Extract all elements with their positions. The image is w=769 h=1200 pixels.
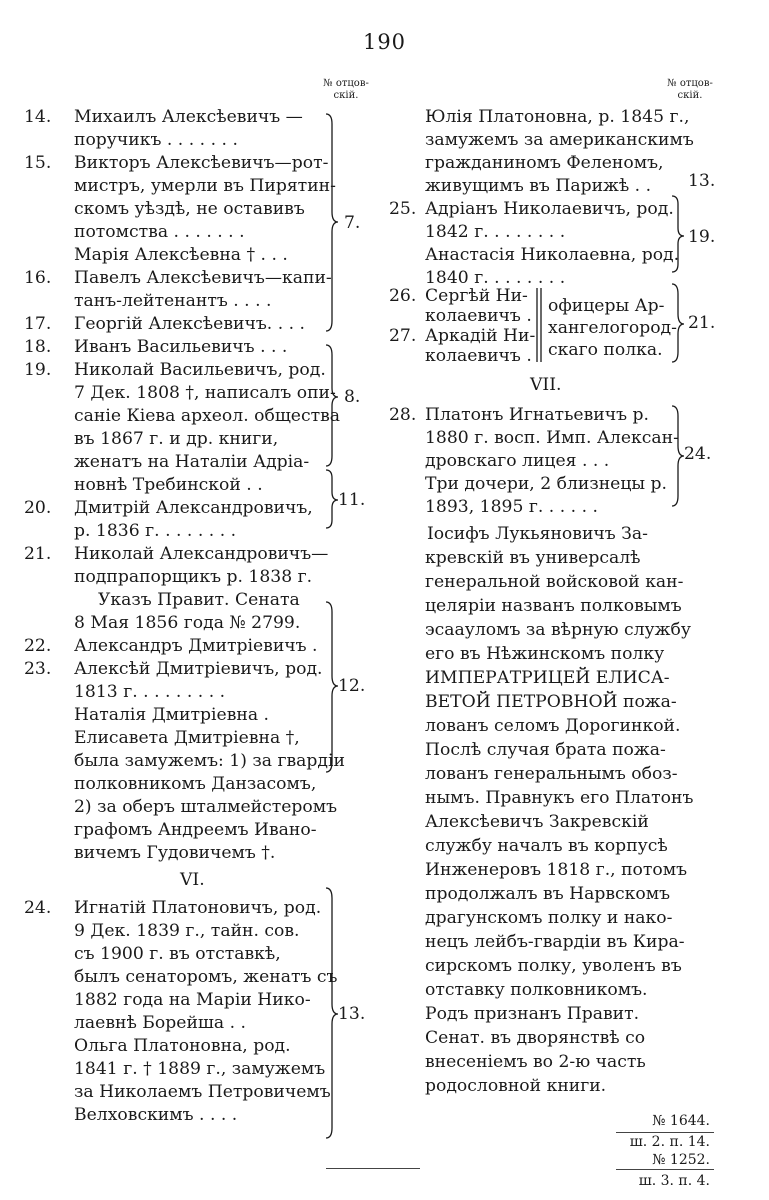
paragraph-line: Сенат. въ дворянствѣ со <box>425 1028 646 1048</box>
column-header-line: скій. <box>333 90 359 101</box>
entry-line: Три дочери, 2 близнецы р. <box>425 474 668 494</box>
entry-line: р. 1836 г. . . . . . . . <box>74 521 237 541</box>
entry-line: колаевичъ . <box>425 306 532 326</box>
regiment-line: хангелогород- <box>548 318 677 338</box>
archive-shelf: ш. 3. п. 4. <box>638 1173 710 1189</box>
entry-line: скомъ уѣздѣ, не оставивъ <box>74 199 305 219</box>
paragraph-line: Іосифъ Лукьяновичъ За- <box>427 524 648 544</box>
entry-line: 1893, 1895 г. . . . . . <box>425 497 598 517</box>
entry-number: 14. <box>24 107 52 127</box>
ref-number: 13. <box>338 1004 366 1024</box>
paragraph-line: эсаауломъ за вѣрную службу <box>425 620 691 640</box>
entry-line: Марія Алексѣевна † . . . <box>74 245 288 265</box>
entry-line: была замужемъ: 1) за гвардіи <box>74 751 345 771</box>
entry-line: графомъ Андреемъ Ивано- <box>74 820 317 840</box>
ref-number: 8. <box>344 387 361 407</box>
entry-line: новнѣ Требинской . . <box>74 475 263 495</box>
entry-number: 21. <box>24 544 52 564</box>
entry-line: Александръ Дмитріевичъ . <box>74 636 318 656</box>
paragraph-line: драгунскомъ полку и нако- <box>425 908 673 928</box>
entry-line: за Николаемъ Петровичемъ <box>74 1082 331 1102</box>
entry-line: Елисавета Дмитріевна †, <box>74 728 300 748</box>
entry-number: 16. <box>24 268 52 288</box>
entry-line: 1840 г. . . . . . . . <box>425 268 566 288</box>
entry-line: 7 Дек. 1808 †, написалъ опи- <box>74 383 336 403</box>
entry-number: 24. <box>24 898 52 918</box>
entry-line: Николай Васильевичъ, род. <box>74 360 326 380</box>
archive-number: № 1644. <box>652 1113 710 1129</box>
paragraph-line: его въ Нѣжинскомъ полку <box>425 644 665 664</box>
entry-number: 20. <box>24 498 52 518</box>
entry-line: Юлія Платоновна, р. 1845 г., <box>425 107 690 127</box>
entry-line: Иванъ Васильевичъ . . . <box>74 337 288 357</box>
entry-number: 22. <box>24 636 52 656</box>
entry-line: Сергѣй Ни- <box>425 286 528 306</box>
entry-line: Дмитрій Александровичъ, <box>74 498 313 518</box>
entry-number: 17. <box>24 314 52 334</box>
ref-number: 12. <box>338 676 366 696</box>
entry-line: поручикъ . . . . . . . <box>74 130 238 150</box>
entry-line: 1882 года на Маріи Нико- <box>74 990 311 1010</box>
entry-line: 1842 г. . . . . . . . <box>425 222 566 242</box>
entry-line: гражданиномъ Феленомъ, <box>425 153 664 173</box>
entry-line: мистръ, умерли въ Пирятин- <box>74 176 336 196</box>
entry-number: 26. <box>389 286 417 306</box>
brace <box>326 888 338 1138</box>
entry-line: Адріанъ Николаевичъ, род. <box>425 199 674 219</box>
column-header-line: № отцов- <box>323 78 369 89</box>
brace <box>672 406 684 506</box>
paragraph-line: кревскій въ универсалѣ <box>425 548 641 568</box>
paragraph-line: родословной книги. <box>425 1076 607 1096</box>
entry-line: саніе Кіева археол. общества <box>74 406 341 426</box>
entry-line: Наталія Дмитріевна . <box>74 705 269 725</box>
paragraph-line: лованъ генеральнымъ обоз- <box>425 764 678 784</box>
archive-number: № 1252. <box>652 1152 710 1168</box>
entry-line: 8 Мая 1856 года № 2799. <box>74 613 301 633</box>
entry-line: 1841 г. † 1889 г., замужемъ <box>74 1059 326 1079</box>
entry-line: подпрапорщикъ р. 1838 г. <box>74 567 313 587</box>
entry-line: Игнатій Платоновичъ, род. <box>74 898 322 918</box>
paragraph-line: Алексѣевичъ Закревскій <box>425 812 649 832</box>
entry-line: Михаилъ Алексѣевичъ — <box>74 107 303 127</box>
entry-line: танъ-лейтенантъ . . . . <box>74 291 272 311</box>
entry-line: Платонъ Игнатьевичъ р. <box>425 405 649 425</box>
entry-line: Викторъ Алексѣевичъ—рот- <box>74 153 329 173</box>
entry-line: полковникомъ Данзасомъ, <box>74 774 317 794</box>
entry-line: въ 1867 г. и др. книги, <box>74 429 279 449</box>
regiment-line: офицеры Ар- <box>548 296 665 316</box>
brace <box>672 284 684 362</box>
entry-number: 28. <box>389 405 417 425</box>
column-header-line: скій. <box>677 90 703 101</box>
entry-line: Георгій Алексѣевичъ. . . . <box>74 314 306 334</box>
ref-number: 21. <box>688 313 716 333</box>
paragraph-line: ВЕТОЙ ПЕТРОВНОЙ пожа- <box>425 692 677 712</box>
entry-line: съ 1900 г. въ отставкѣ, <box>74 944 281 964</box>
paragraph-line: Послѣ случая брата пожа- <box>425 740 666 760</box>
ref-number: 13. <box>688 171 716 191</box>
paragraph-line: сирскомъ полку, уволенъ въ <box>425 956 682 976</box>
page-number: 190 <box>362 30 407 54</box>
entry-line: Аркадій Ни- <box>425 326 536 346</box>
entry-line: Павелъ Алексѣевичъ—капи- <box>74 268 332 288</box>
entry-number: 15. <box>24 153 52 173</box>
entry-line: 1880 г. восп. Имп. Алексан- <box>425 428 679 448</box>
paragraph-line: нымъ. Правнукъ его Платонъ <box>425 788 694 808</box>
column-header-line: № отцов- <box>667 78 713 89</box>
paragraph-line: Родъ признанъ Правит. <box>425 1004 640 1024</box>
entry-line: потомства . . . . . . . <box>74 222 245 242</box>
entry-number: 18. <box>24 337 52 357</box>
entry-line: 2) за оберъ шталмейстеромъ <box>74 797 338 817</box>
paragraph-line: службу началъ въ корпусѣ <box>425 836 668 856</box>
entry-line: женатъ на Наталіи Адріа- <box>74 452 310 472</box>
entry-line: Указъ Правит. Сената <box>98 590 300 610</box>
section-heading: VII. <box>530 375 562 395</box>
ref-number: 24. <box>684 444 712 464</box>
entry-line: Велховскимъ . . . . <box>74 1105 238 1125</box>
paragraph-line: продолжалъ въ Нарвскомъ <box>425 884 671 904</box>
ref-number: 11. <box>338 490 366 510</box>
brace <box>326 470 338 528</box>
entry-line: былъ сенаторомъ, женатъ съ <box>74 967 338 987</box>
entry-line: живущимъ въ Парижѣ . . <box>425 176 652 196</box>
paragraph-line: нецъ лейбъ-гвардіи въ Кира- <box>425 932 685 952</box>
brace <box>326 114 338 331</box>
entry-line: Ольга Платоновна, род. <box>74 1036 291 1056</box>
ref-number: 7. <box>344 213 361 233</box>
paragraph-line: внесеніемъ во 2-ю часть <box>425 1052 646 1072</box>
entry-line: колаевичъ . <box>425 346 532 366</box>
entry-number: 19. <box>24 360 52 380</box>
entry-number: 25. <box>389 199 417 219</box>
paragraph-line: ИМПЕРАТРИЦЕЙ ЕЛИСА- <box>425 668 670 688</box>
section-heading: VI. <box>180 870 205 890</box>
brace <box>326 602 338 772</box>
ref-number: 19. <box>688 227 716 247</box>
paragraph-line: Инженеровъ 1818 г., потомъ <box>425 860 688 880</box>
entry-line: Николай Александровичъ— <box>74 544 329 564</box>
regiment-line: скаго полка. <box>548 340 663 360</box>
entry-line: Алексѣй Дмитріевичъ, род. <box>74 659 323 679</box>
entry-line: замужемъ за американскимъ <box>425 130 694 150</box>
entry-line: вичемъ Гудовичемъ †. <box>74 843 276 863</box>
entry-number: 27. <box>389 326 417 346</box>
entry-line: 9 Дек. 1839 г., тайн. сов. <box>74 921 300 941</box>
paragraph-line: целяріи названъ полковымъ <box>425 596 682 616</box>
paragraph-line: отставку полковникомъ. <box>425 980 648 1000</box>
brace <box>326 345 338 466</box>
paragraph-line: генеральной войсковой кан- <box>425 572 684 592</box>
entry-line: 1813 г. . . . . . . . . <box>74 682 226 702</box>
entry-line: Анастасія Николаевна, род. <box>425 245 680 265</box>
archive-shelf: ш. 2. п. 14. <box>629 1134 710 1150</box>
entry-line: лаевнѣ Борейша . . <box>74 1013 246 1033</box>
brace <box>672 196 684 272</box>
entry-number: 23. <box>24 659 52 679</box>
entry-line: дровскаго лицея . . . <box>425 451 610 471</box>
paragraph-line: лованъ селомъ Дорогинкой. <box>425 716 681 736</box>
